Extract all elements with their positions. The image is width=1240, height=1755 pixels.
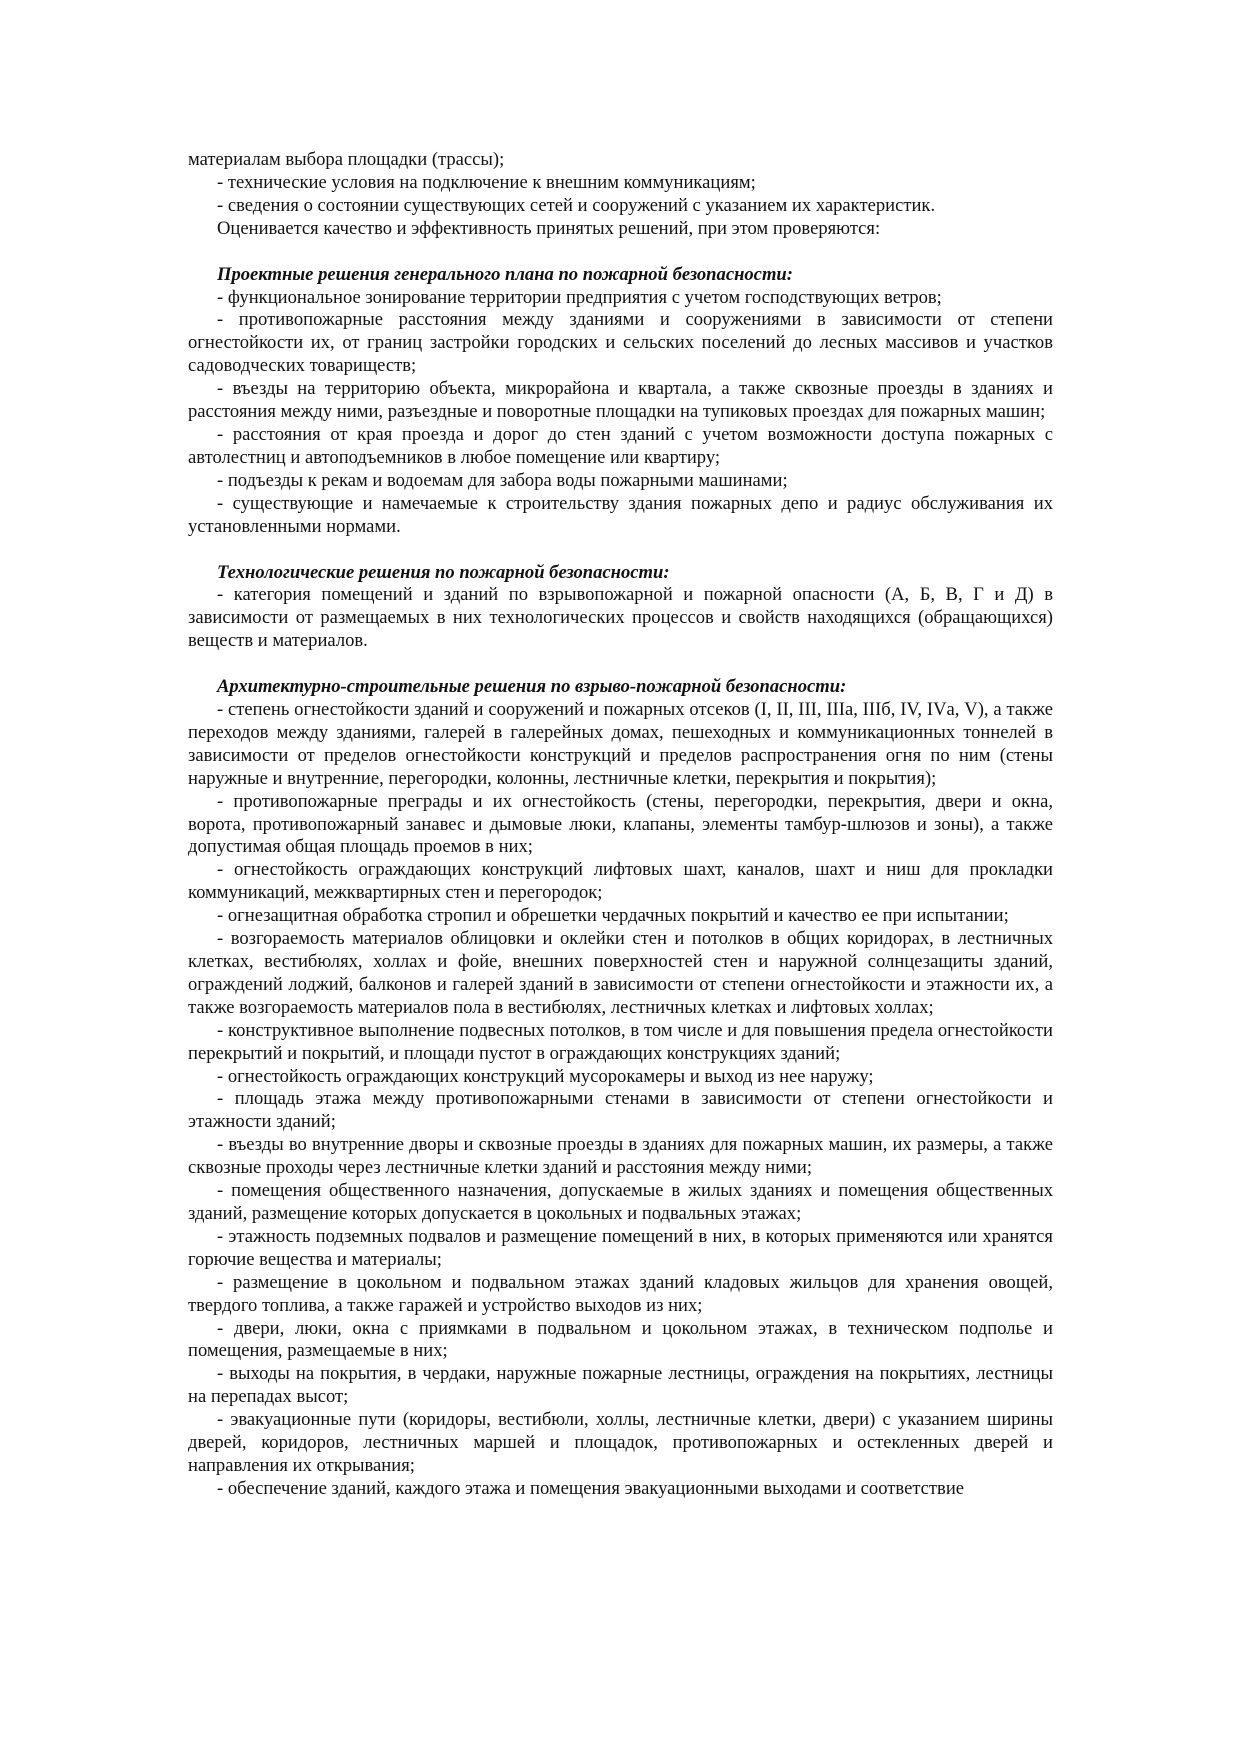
list-item: - площадь этажа между противопожарными стенами в зависимости от степени огнестойкости и этажности зданий;: [188, 1088, 1053, 1133]
section-technological: [188, 562, 1053, 654]
list-item: - въезды во внутренние дворы и сквозные проезды в зданиях для пожарных машин, их размеры, а также сквозные проходы через лестничные клетки зданий и расстояния между ними;: [188, 1134, 1053, 1179]
list-item: - существующие и намечаемые к строительству здания пожарных депо и радиус обслуживания их установленными нормами.: [188, 492, 1053, 537]
list-item: - размещение в цокольном и подвальном этажах зданий кладовых жильцов для хранения овощей, твердого топлива, а также гаражей и устройство выходов из них;: [188, 1271, 1053, 1316]
list-item: - этажность подземных подвалов и размещение помещений в них, в которых применяются или хранятся горючие вещества и материалы;: [188, 1225, 1053, 1270]
list-item: - огнестойкость ограждающих конструкций мусорокамеры и выход из нее наружу;: [217, 1065, 874, 1087]
list-item: - помещения общественного назначения, допускаемые в жилых зданиях и помещения общественных зданий, размещение которых допускается в цокольных и подвальных этажах;: [188, 1180, 1053, 1224]
intro-evaluation-statement: Оценивается качество и эффективность принятых решений, при этом проверяются:: [217, 217, 881, 239]
section-heading: Архитектурно-строительные решения по взрыво-пожарной безопасности:: [217, 676, 847, 698]
list-item: - эвакуационные пути (коридоры, вестибюли, холлы, лестничные клетки, двери) с указанием ширины дверей, коридоров, лестничных маршей и площадок, противопожарных и остекленных дверей и направления их открывания;: [188, 1409, 1053, 1476]
list-item: - конструктивное выполнение подвесных потолков, в том числе и для повышения предела огнестойкости перекрытий и покрытий, и площади пустот в ограждающих конструкциях зданий;: [188, 1019, 1053, 1064]
list-item: - огнезащитная обработка стропил и обрешетки чердачных покрытий и качество ее при испытании;: [217, 905, 1009, 927]
list-item: - противопожарные преграды и их огнестойкость (стены, перегородки, перекрытия, двери и окна, ворота, противопожарный занавес и дымовые люки, клапаны, элементы тамбур-шлюзов и зоны), а также допустимая общая площадь проемов в них;: [188, 790, 1053, 858]
paragraph-gap: [188, 241, 1053, 264]
list-item: - обеспечение зданий, каждого этажа и помещения эвакуационными выходами и соответствие: [217, 1477, 965, 1499]
list-item: - подъезды к рекам и водоемам для забора воды пожарными машинами;: [217, 469, 788, 491]
document-page: [188, 149, 1053, 1501]
list-item: - расстояния от края проезда и дорог до стен зданий с учетом возможности доступа пожарных с автолестниц и автоподъемников в любое помещение или квартиру;: [188, 423, 1053, 468]
list-item: - въезды на территорию объекта, микрорайона и квартала, а также сквозные проезды в зданиях и расстояния между ними, разъездные и поворотные площадки на тупиковых проездах для пожарных машин;: [188, 378, 1053, 423]
intro-item-networks-state: - сведения о состоянии существующих сетей и сооружений с указанием их характеристик.: [217, 194, 936, 216]
paragraph-gap: [188, 653, 1053, 676]
section-general-plan: [188, 264, 1053, 539]
section-architectural: [188, 676, 1053, 1501]
list-item: - противопожарные расстояния между зданиями и сооружениями в зависимости от степени огнестойкости их, от границ застройки городских и сельских поселений до лесных массивов и участков садоводческих товариществ;: [188, 309, 1053, 377]
list-item: - функциональное зонирование территории предприятия с учетом господствующих ветров;: [217, 286, 942, 308]
list-item: - категория помещений и зданий по взрывопожарной и пожарной опасности (А, Б, В, Г и Д) в зависимости от размещаемых в них технологических процессов и свойств находящихся (обращающихся) веществ и материалов.: [188, 584, 1053, 652]
list-item: - выходы на покрытия, в чердаки, наружные пожарные лестницы, ограждения на покрытиях, лестницы на перепадах высот;: [188, 1363, 1053, 1408]
paragraph-gap: [188, 539, 1053, 562]
list-item: - огнестойкость ограждающих конструкций лифтовых шахт, каналов, шахт и ниш для прокладки коммуникаций, межквартирных стен и перегородок;: [188, 859, 1053, 904]
section-heading: Проектные решения генерального плана по пожарной безопасности:: [217, 263, 793, 285]
intro-item-tech-conditions: - технические условия на подключение к внешним коммуникациям;: [217, 171, 756, 193]
list-item: - степень огнестойкости зданий и сооружений и пожарных отсеков (I, II, III, IIIа, IIIб, IV, IVа, V), а также переходов между зданиями, галерей в галерейных домах, пешеходных и коммуникационных тоннелей в зависимости от пределов огнестойкости конструкций и пределов распространения огня по ним (стены наружные и внутренние, перегородки, колонны, лестничные клетки, перекрытия и покрытия);: [188, 699, 1053, 789]
intro-continuation: материалам выбора площадки (трассы);: [188, 149, 505, 170]
list-item: - двери, люки, окна с приямками в подвальном и цокольном этажах, в техническом подполье и помещения, размещаемые в них;: [188, 1317, 1053, 1362]
list-item: - возгораемость материалов облицовки и оклейки стен и потолков в общих коридорах, в лестничных клетках, вестибюлях, холлах и фойе, внешних поверхностей стен и наружной солнцезащиты зданий, ограждений лоджий, балконов и галерей зданий в зависимости от степени огнестойкости и этажности их, а также возгораемость материалов пола в вестибюлях, лестничных клетках и лифтовых холлах;: [188, 928, 1053, 1018]
section-heading: Технологические решения по пожарной безопасности:: [217, 561, 670, 583]
